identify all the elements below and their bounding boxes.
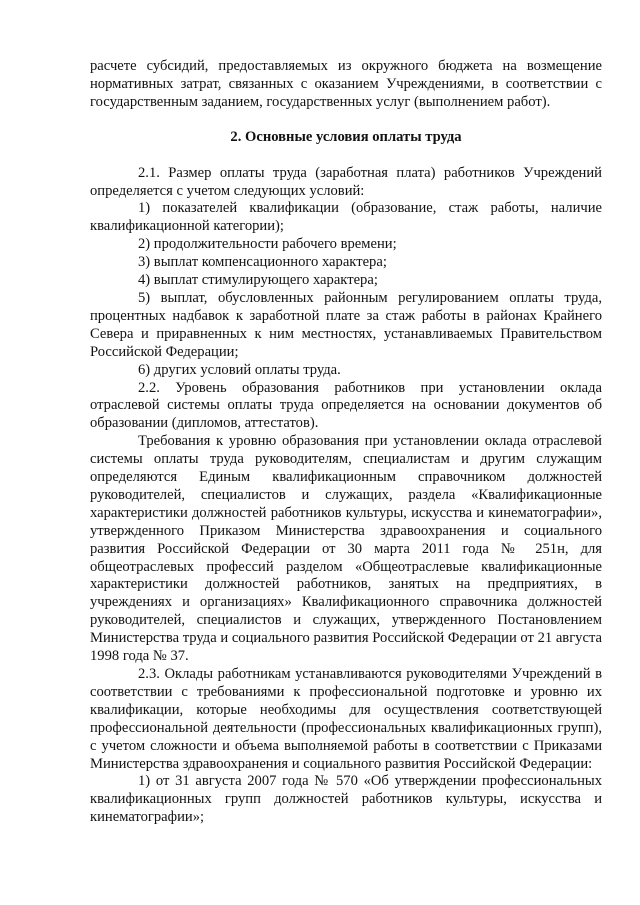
paragraph-2-3: 2.3. Оклады работникам устанавливаются руководителями Учреждений в соответствии с требованиями к профессиональной подготовке и уровню их квалификации, которые необходимы для осуществления соответствующей профессиональной деятельности (профессиональных квалификационных групп), с учетом сложности и объема выполняемой работы в соответствии с Приказами Министерства здравоохранения и социального развития Российской Федерации:: [90, 666, 602, 772]
list-item-5: 5) выплат, обусловленных районным регулированием оплаты труда, процентных надбавок к заработной плате за стаж работы в районах Крайнего Севера и приравненных к ним местностях, устанавливаемых Правительством Российской Федерации;: [90, 289, 602, 360]
section-heading: 2. Основные условия оплаты труда: [230, 128, 462, 145]
education-requirements-paragraph: Требования к уровню образования при установлении оклада отраслевой системы оплаты труда руководителям, специалистам и другим служащим определяются Единым квалификационным справочником должностей руководителей, специалистов и служащих, раздела «Квалификационные характеристики должностей работников культуры, искусства и кинематографии», утвержденного Приказом Министерства здравоохранения и социального развития Российской Федерации от 30 марта 2011 года № 251н, для общеотраслевых профессий разделом «Общеотраслевые квалификационные характеристики должностей работников, занятых на предприятиях, в учреждениях и организациях» Квалификационного справочника должностей руководителей, специалистов и служащих, утвержденного Постановлением Министерства труда и социального развития Российской Федерации от 21 августа 1998 года № 37.: [90, 433, 602, 665]
paragraph-2-1: 2.1. Размер оплаты труда (заработная плата) работников Учреждений определяется с учетом следующих условий:: [90, 164, 602, 199]
document-body: [90, 58, 602, 827]
list-item-6: 6) других условий оплаты труда.: [138, 361, 341, 378]
intro-paragraph: расчете субсидий, предоставляемых из окружного бюджета на возмещение нормативных затрат, связанных с оказанием Учреждениями, в соответствии с государственным заданием, государственных услуг (выполнением работ).: [90, 58, 602, 110]
order-item-1: 1) от 31 августа 2007 года № 570 «Об утверждении профессиональных квалификационных групп должностей работников культуры, искусства и кинематографии»;: [90, 773, 602, 826]
paragraph-2-2: 2.2. Уровень образования работников при установлении оклада отраслевой системы оплаты труда определяется на основании документов об образовании (дипломов, аттестатов).: [90, 379, 602, 432]
list-item-2: 2) продолжительности рабочего времени;: [138, 236, 397, 253]
list-item-4: 4) выплат стимулирующего характера;: [138, 272, 378, 289]
list-item-3: 3) выплат компенсационного характера;: [138, 254, 387, 271]
list-item-1: 1) показателей квалификации (образование, стаж работы, наличие квалификационной категории);: [90, 200, 602, 235]
